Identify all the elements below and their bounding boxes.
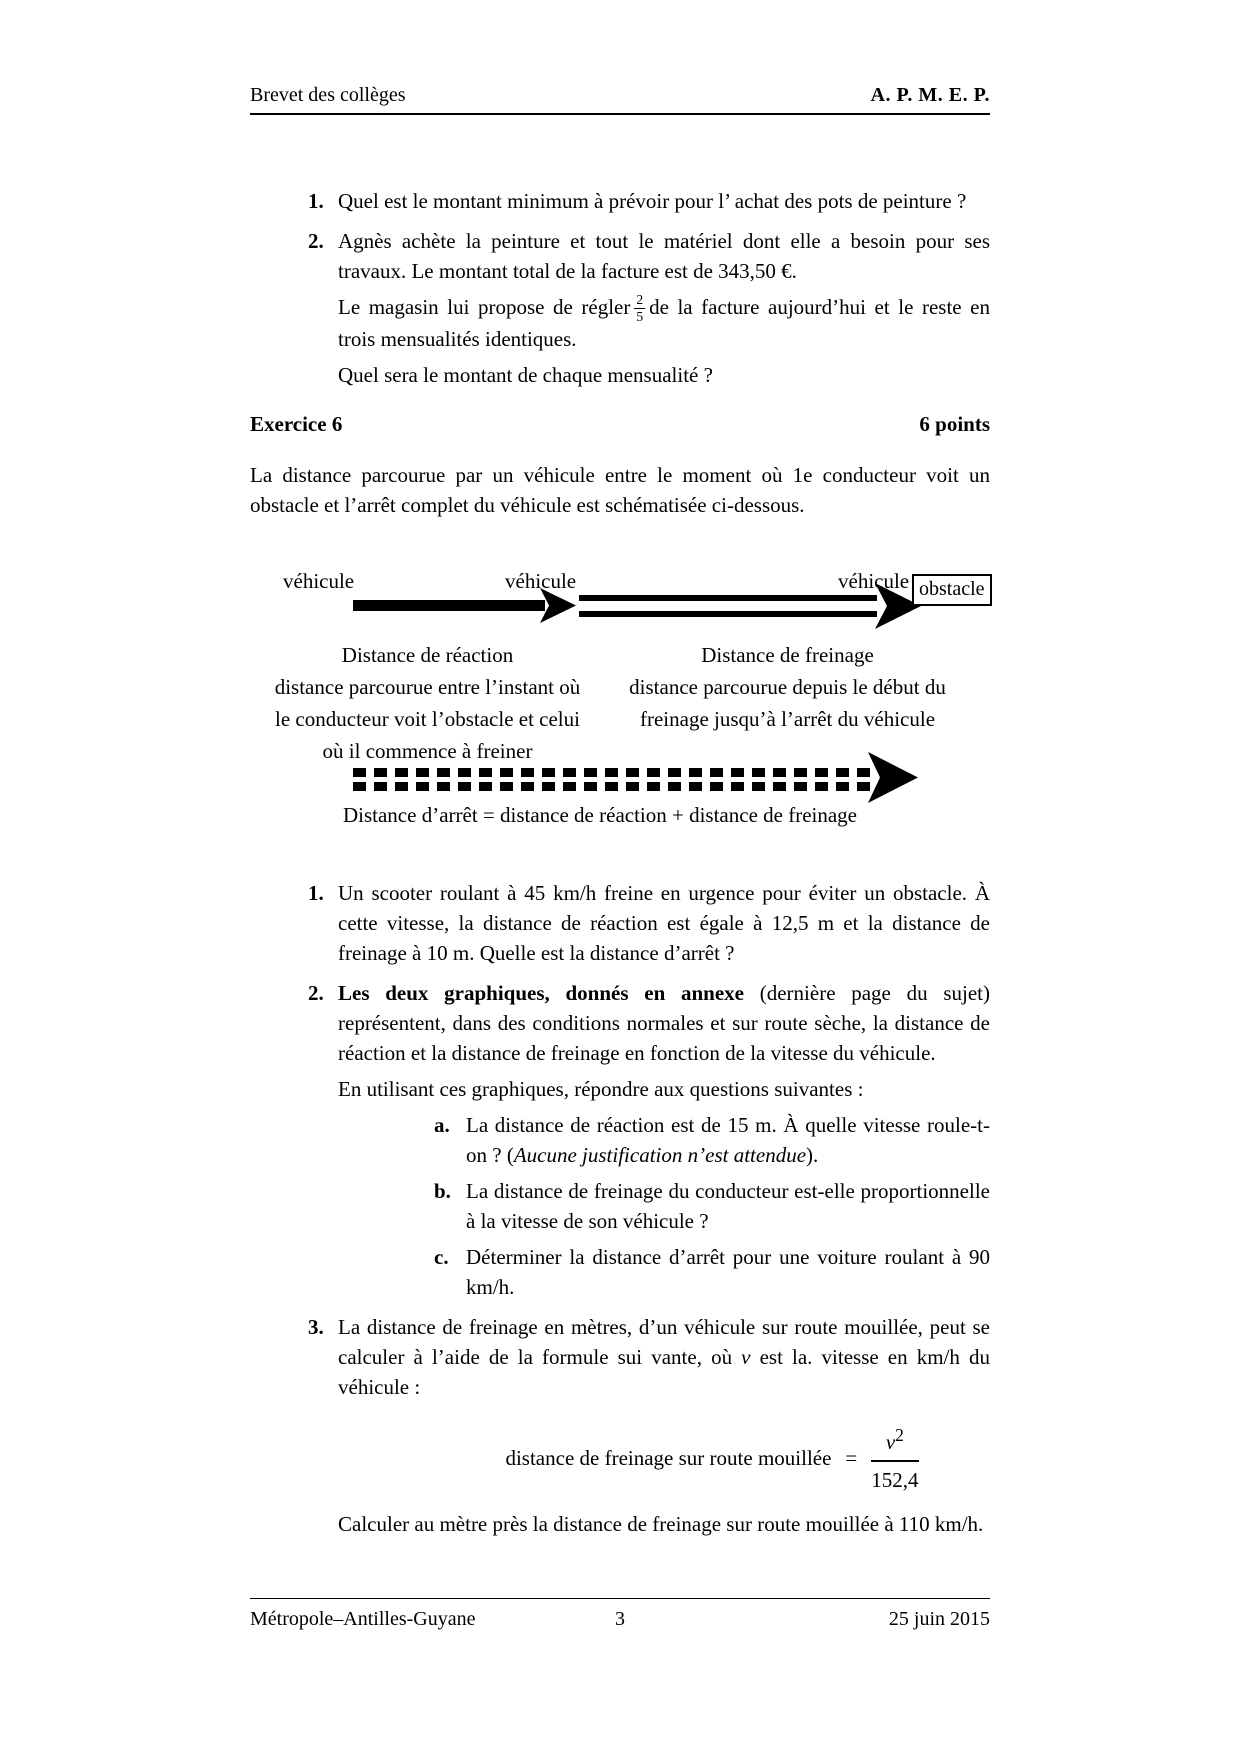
sub-list-item <box>338 1110 990 1170</box>
list-item <box>250 186 990 216</box>
list-item <box>250 978 990 1302</box>
diagram-caption: Distance d’arrêt = distance de réaction + distance de freinage <box>342 803 858 827</box>
italic-note: Aucune justification n’est attendue <box>513 1143 807 1167</box>
variable-v: v <box>885 1430 896 1454</box>
exercise-title: Exercice 6 <box>250 412 343 436</box>
question-text: La distance de freinage du conducteur est-elle proportionnelle à la vitesse de son véhicule ? <box>466 1179 990 1233</box>
question-paragraph <box>338 1312 990 1402</box>
question-paragraph: Quel sera le montant de chaque mensualité ? <box>338 363 713 388</box>
equals-sign: = <box>845 1445 858 1470</box>
list-item <box>250 878 990 968</box>
item-number: 2. <box>308 981 324 1005</box>
item-number: 1. <box>308 189 324 213</box>
paragraph-text: (dernière page du sujet) représentent, dans des conditions normales et sur route sèche, la distance de réaction et la distance de freinage en fonction de la vitesse du véhicule. <box>338 981 991 1065</box>
reaction-line: le conducteur voit l’obstacle et celui <box>275 707 580 731</box>
wet-braking-formula <box>386 1420 1038 1495</box>
exponent: 2 <box>895 1425 904 1445</box>
exercise-heading <box>250 412 990 437</box>
list-item <box>250 1312 990 1539</box>
exercise-points: 6 points <box>919 412 990 436</box>
paragraph-text: La distance de freinage en mètres, d’un véhicule sur route mouillée, peut se calculer à l’aide de la formule sui vante, où <box>338 1315 990 1369</box>
question-paragraph <box>338 292 990 354</box>
question-paragraph: En utilisant ces graphiques, répondre aux questions suivantes : <box>338 1077 864 1101</box>
page-footer <box>250 1598 990 1631</box>
question-text: Un scooter roulant à 45 km/h freine en urgence pour éviter un obstacle. À cette vitesse, la distance de réaction est égale à 12,5 m et la distance de freinage à 10 m. Quelle est la distance d’arrêt ? <box>338 881 990 965</box>
reaction-distance-description <box>255 639 600 767</box>
footer-date: 25 juin 2015 <box>888 1608 991 1630</box>
exercise-questions <box>250 878 990 1549</box>
page-number: 3 <box>615 1608 625 1630</box>
fraction-denominator: 152,4 <box>871 1468 919 1492</box>
reaction-title: Distance de réaction <box>341 643 514 667</box>
braking-line: distance parcourue depuis le début du <box>629 675 946 699</box>
stopping-distance-diagram <box>250 563 990 845</box>
footer-subject: Métropole–Antilles-Guyane <box>250 1608 476 1630</box>
fraction-two-fifths <box>634 293 645 324</box>
paragraph-text: de la facture aujourd’hui et le reste en trois mensualités identiques. <box>338 295 990 352</box>
reaction-line: distance parcourue entre l’instant où <box>274 675 581 699</box>
braking-line: freinage jusqu’à l’arrêt du véhicule <box>639 707 936 731</box>
question-text: ). <box>806 1143 819 1167</box>
item-letter: a. <box>434 1113 450 1137</box>
item-letter: b. <box>434 1179 451 1203</box>
item-number: 1. <box>308 881 324 905</box>
fraction-numerator: 2 <box>634 293 645 309</box>
formula-fraction <box>871 1420 918 1495</box>
question-text: Déterminer la distance d’arrêt pour une voiture roulant à 90 km/h. <box>466 1245 990 1299</box>
page-header <box>250 84 990 115</box>
item-letter: c. <box>434 1245 449 1269</box>
question-paragraph <box>338 978 990 1068</box>
list-item <box>250 226 990 390</box>
bold-lead: Les deux graphiques, donnés en annexe <box>338 981 744 1005</box>
vehicle-label-1: véhicule <box>283 569 355 593</box>
variable-v: v <box>741 1345 751 1369</box>
header-title: Brevet des collèges <box>250 84 406 106</box>
braking-title: Distance de freinage <box>701 643 874 667</box>
question-paragraph: Agnès achète la peinture et tout le matériel dont elle a besoin pour ses travaux. Le montant total de la facture est de 343,50 €. <box>338 229 990 283</box>
sub-list-item <box>338 1176 990 1236</box>
header-organization: A. P. M. E. P. <box>870 84 990 106</box>
question-paragraph: Calculer au mètre près la distance de freinage sur route mouillée à 110 km/h. <box>338 1512 984 1536</box>
paragraph-text: Le magasin lui propose de régler <box>338 295 631 319</box>
question-text: Quel est le montant minimum à prévoir pour l’ achat des pots de peinture ? <box>338 189 967 213</box>
vehicle-label-3: véhicule <box>838 569 910 593</box>
braking-distance-description <box>615 639 960 735</box>
obstacle-box: obstacle <box>912 574 992 606</box>
sub-list-item <box>338 1242 990 1302</box>
paragraph-text: est la. vitesse en km/h du véhicule : <box>338 1345 990 1399</box>
exercise-intro: La distance parcourue par un véhicule entre le moment où 1e conducteur voit un obstacle et l’arrêt complet du véhicule est schématisée ci-dessous. <box>250 463 990 517</box>
reaction-line: où il commence à freiner <box>322 739 533 763</box>
item-number: 2. <box>308 229 324 253</box>
previous-exercise-questions <box>250 186 990 400</box>
vehicle-label-2: véhicule <box>505 569 577 593</box>
formula-label: distance de freinage sur route mouillée <box>505 1445 832 1470</box>
question-text: La distance de réaction est de 15 m. À quelle vitesse roule-t-on ? ( <box>466 1113 990 1167</box>
item-number: 3. <box>308 1315 324 1339</box>
fraction-numerator <box>871 1420 918 1462</box>
fraction-denominator: 5 <box>636 309 644 324</box>
